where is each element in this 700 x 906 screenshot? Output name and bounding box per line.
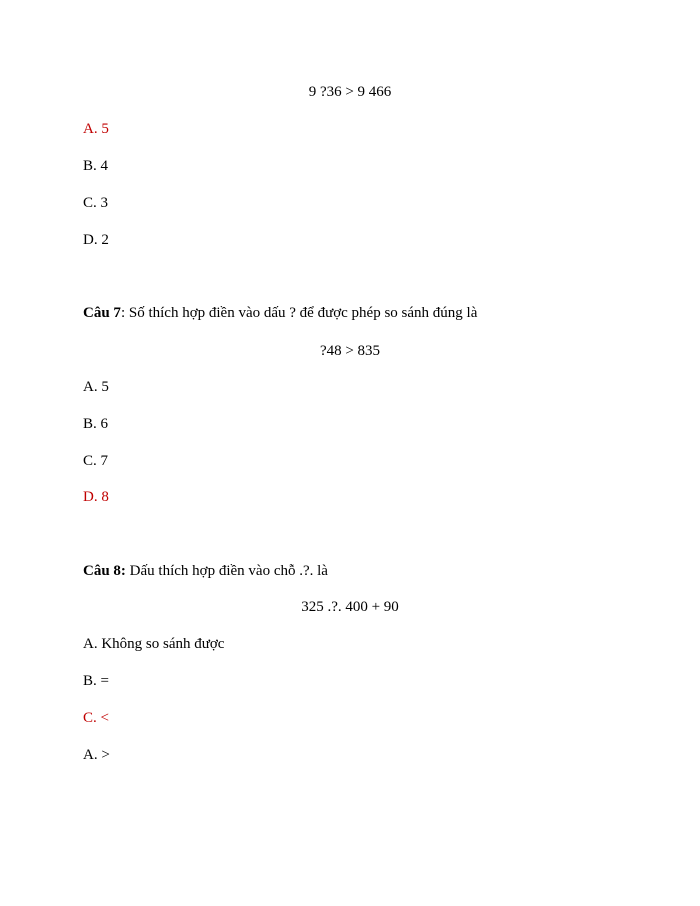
question-8-label: Câu 8: xyxy=(83,563,126,579)
q8-option-a[interactable]: A. Không so sánh được xyxy=(83,636,225,652)
q6-option-a[interactable]: A. 5 xyxy=(83,121,109,137)
question-7-label: Câu 7 xyxy=(83,305,121,321)
q7-option-c[interactable]: C. 7 xyxy=(83,453,109,469)
q8-option-b[interactable]: B. = xyxy=(83,673,109,689)
q7-option-a[interactable]: A. 5 xyxy=(83,379,109,395)
q7-option-b[interactable]: B. 6 xyxy=(83,416,109,432)
question-8-prompt xyxy=(83,561,683,581)
expression-q7: ?48 > 835 xyxy=(319,343,381,359)
expression-q8: 325 .?. 400 + 90 xyxy=(301,599,399,615)
question-7-text: : Số thích hợp điền vào dấu ? để được phép so sánh đúng là xyxy=(120,305,478,321)
expression-q6: 9 ?36 > 9 466 xyxy=(308,84,392,100)
question-8-text: Dấu thích hợp điền vào chỗ .?. là xyxy=(125,563,328,579)
q8-option-c[interactable]: C. < xyxy=(83,710,109,726)
q8-option-d[interactable]: A. > xyxy=(83,747,110,763)
q6-option-d[interactable]: D. 2 xyxy=(83,232,109,248)
question-7-prompt xyxy=(83,303,683,323)
q6-option-c[interactable]: C. 3 xyxy=(83,195,109,211)
q7-option-d[interactable]: D. 8 xyxy=(83,489,109,505)
q6-option-b[interactable]: B. 4 xyxy=(83,158,109,174)
